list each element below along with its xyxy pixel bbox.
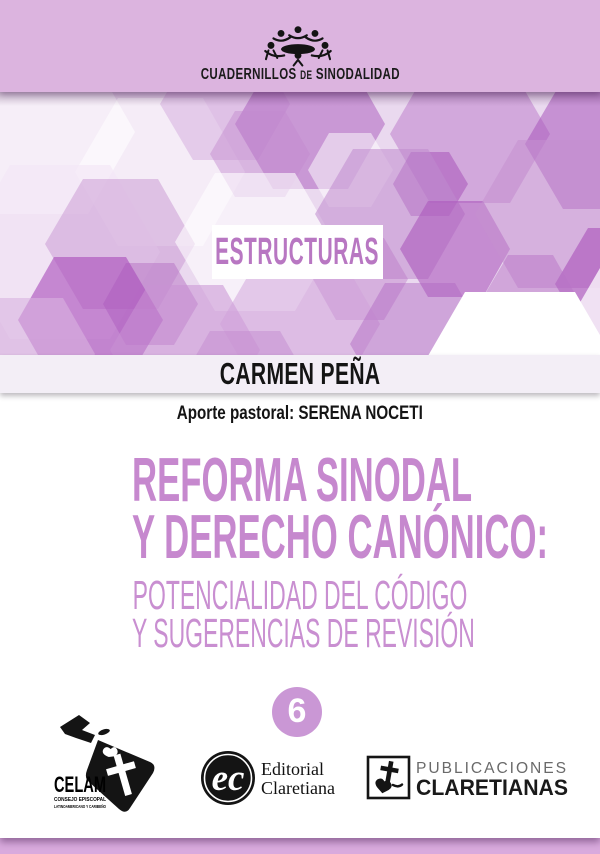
celam-logo	[34, 710, 174, 815]
volume-badge	[272, 687, 322, 737]
series-header-band	[0, 0, 600, 92]
contributor-text: Aporte pastoral: SERENA NOCETI	[176, 403, 424, 424]
title-line-1: REFORMA SINODAL	[132, 446, 473, 515]
collection-label: ESTRUCTURAS	[215, 230, 380, 273]
book-title	[0, 446, 600, 572]
synodality-people-around-table-icon	[248, 24, 348, 68]
publicaciones-claretianas-logo	[366, 754, 574, 802]
volume-number: 6	[287, 691, 307, 730]
series-word-3: SINODALIDAD	[315, 66, 400, 83]
collection-label-box	[212, 225, 383, 279]
series-word-2: DE	[299, 70, 313, 82]
author-band	[0, 355, 600, 393]
series-word-1: CUADERNILLOS	[200, 66, 297, 83]
subtitle-line-2: Y SUGERENCIAS DE REVISIÓN	[132, 610, 475, 656]
hexagon-pattern	[0, 92, 600, 355]
publicaciones-line-1: PUBLICACIONES	[416, 760, 568, 777]
editorial-line-2: Claretiana	[261, 778, 335, 798]
author-name: CARMEN PEÑA	[219, 356, 381, 391]
ec-monogram: ec	[211, 758, 245, 799]
band-shadow	[0, 92, 600, 106]
celam-subtitle-1: CONSEJO EPISCOPAL	[54, 797, 107, 803]
title-line-2: Y DERECHO CANÓNICO:	[132, 503, 549, 572]
editorial-line-1: Editorial	[261, 759, 324, 779]
publicaciones-line-2: CLARETIANAS	[416, 775, 568, 800]
hexagon-pattern-band	[0, 92, 600, 355]
series-title	[0, 66, 600, 84]
subtitle-line-1: POTENCIALIDAD DEL CÓDIGO	[132, 572, 468, 618]
editorial-claretiana-logo	[200, 749, 335, 807]
celam-name: CELAM	[54, 772, 106, 797]
contributor-line	[0, 403, 600, 425]
book-subtitle	[0, 572, 600, 656]
celam-subtitle-2: LATINOAMERICANO Y CARIBEÑO	[54, 804, 130, 809]
